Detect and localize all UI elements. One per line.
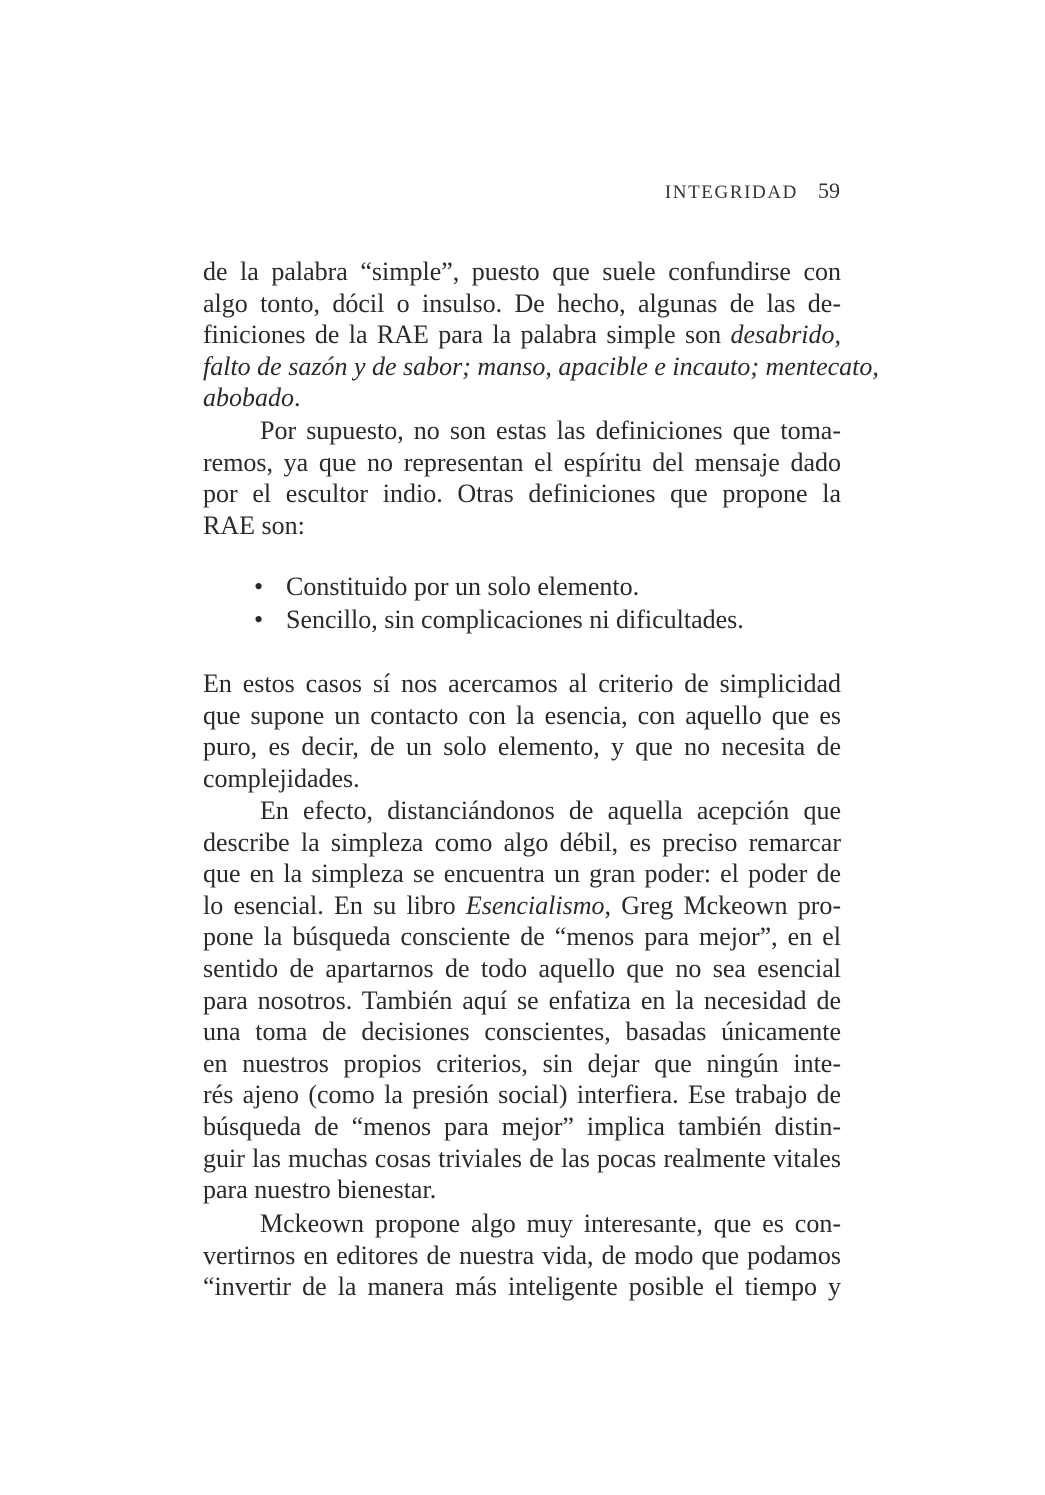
text-line: para nuestro bienestar. <box>203 1175 437 1205</box>
text-line: por el escultor indio. Otras definiciones que propone la <box>203 479 841 509</box>
text-line: sentido de apartarnos de todo aquello que no sea esencial <box>203 953 841 983</box>
text-line: pone la búsqueda consciente de “menos para mejor”, en el <box>203 922 841 952</box>
list-item-text: Sencillo, sin complicaciones ni dificultades. <box>286 605 744 634</box>
text-line: vertirnos en editores de nuestra vida, de modo que podamos <box>203 1240 841 1270</box>
text-span: , <box>545 351 552 381</box>
bullet-list <box>254 570 744 636</box>
list-item <box>254 603 744 636</box>
paragraph-1 <box>203 256 879 414</box>
italic-span: desabrido, <box>730 320 841 350</box>
italic-span: falto de sazón y de sabor; manso <box>203 351 546 381</box>
text-line: En efecto, distanciándonos de aquella acepción que <box>260 796 841 825</box>
text-line: que en la simpleza se encuentra un gran poder: el poder de <box>203 859 841 889</box>
list-item-text: Constituido por un solo elemento. <box>286 572 640 601</box>
text-span: . <box>294 383 301 413</box>
text-line: para nosotros. También aquí se enfatiza en la necesidad de <box>203 985 841 1015</box>
text-line: complejidades. <box>203 763 360 793</box>
text-line: guir las muchas cosas triviales de las pocas realmente vitales <box>203 1143 841 1173</box>
text-line: de la palabra “simple”, puesto que suele confundirse con <box>203 257 841 286</box>
text-line <box>203 890 841 922</box>
text-line <box>203 382 841 414</box>
paragraph-4 <box>203 795 841 1206</box>
text-line: remos, ya que no representan el espíritu del mensaje dado <box>203 447 841 477</box>
paragraph-2 <box>203 415 841 541</box>
text-span: finiciones de la RAE para la palabra simple son <box>203 320 731 350</box>
text-line: “invertir de la manera más inteligente posible el tiempo y <box>203 1272 841 1302</box>
italic-span: apacible e incauto; mentecato, <box>551 351 879 381</box>
text-line <box>203 319 841 351</box>
running-header <box>665 178 840 204</box>
text-line: que supone un contacto con la esencia, con aquello que es <box>203 700 841 730</box>
text-line: búsqueda de “menos para mejor” implica también distin- <box>203 1111 841 1141</box>
text-span: lo esencial. En su libro <box>203 890 466 920</box>
text-line: RAE son: <box>203 510 305 540</box>
paragraph-3 <box>203 668 841 794</box>
text-line: en nuestros propios criterios, sin dejar que ningún inte- <box>203 1048 841 1078</box>
paragraph-5 <box>203 1208 841 1303</box>
text-span: , Greg Mckeown pro- <box>604 890 842 920</box>
text-line: describe la simpleza como algo débil, es preciso remarcar <box>203 827 841 857</box>
text-line: Por supuesto, no son estas las definiciones que toma- <box>260 416 841 445</box>
page-number: 59 <box>818 178 840 203</box>
text-line: Mckeown propone algo muy interesante, que es con- <box>260 1209 841 1238</box>
running-title: INTEGRIDAD <box>664 182 798 203</box>
text-line: En estos casos sí nos acercamos al criterio de simplicidad <box>203 669 841 698</box>
italic-span: abobado <box>203 383 294 413</box>
text-line: algo tonto, dócil o insulso. De hecho, algunas de las de- <box>203 288 841 318</box>
bullet-marker: • <box>254 605 264 634</box>
list-item <box>254 570 744 603</box>
bullet-marker: • <box>254 572 264 601</box>
italic-span: Esencialismo <box>465 890 605 920</box>
text-line: rés ajeno (como la presión social) interfiera. Ese trabajo de <box>203 1080 841 1110</box>
text-line: una toma de decisiones conscientes, basadas únicamente <box>203 1017 841 1047</box>
text-line <box>203 351 879 383</box>
text-line: puro, es decir, de un solo elemento, y que no necesita de <box>203 732 841 762</box>
